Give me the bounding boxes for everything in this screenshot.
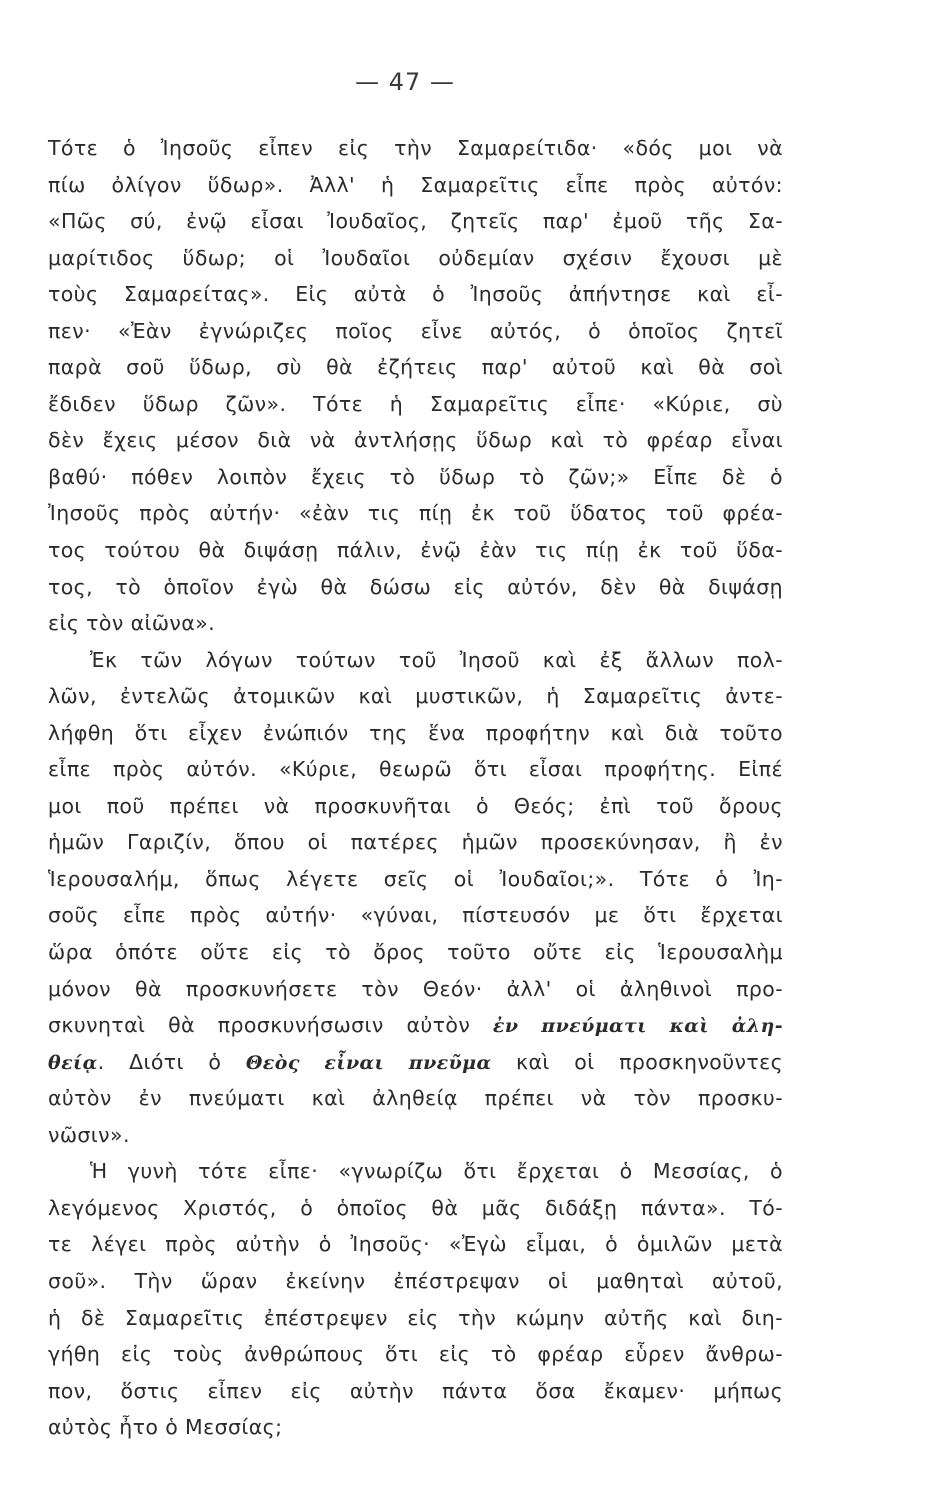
text-run: καὶ οἱ προσκηνοῦντες (491, 1049, 784, 1074)
text-line: εἰς τὸν αἰῶνα». (48, 611, 216, 636)
text-line: ὥρα ὁπότε οὔτε εἰς τὸ ὄρος τοῦτο οὔτε εἰς Ἱερουσαλὴμ (48, 940, 783, 965)
text-line: εἶπε πρὸς αὐτόν. «Κύριε, θεωρῶ ὅτι εἶσαι προφήτης. Εἰπέ (48, 757, 783, 782)
text-line: πίω ὀλίγον ὕδωρ». Ἀλλ' ἡ Σαμαρεῖτις εἶπε πρὸς αὐτόν: (48, 172, 783, 197)
text-line: τος τούτου θὰ διψάσῃ πάλιν, ἐνῷ ἐὰν τις πίῃ ἐκ τοῦ ὕδα- (48, 538, 783, 563)
page-number: — 47 — (355, 68, 455, 96)
text-line: αὐτὸς ἦτο ὁ Μεσσίας; (48, 1415, 283, 1440)
emphasis-text: ἐν πνεύματι καὶ ἀλη- (492, 1015, 783, 1038)
text-line-with-emphasis (48, 1044, 783, 1081)
paragraph-start-line: Ἐκ τῶν λόγων τούτων τοῦ Ἰησοῦ καὶ ἐξ ἄλλων πολ- (90, 647, 783, 672)
text-line: λεγόμενος Χριστός, ὁ ὁποῖος θὰ μᾶς διδάξῃ πάντα». Τό- (48, 1195, 783, 1220)
text-line: δὲν ἔχεις μέσον διὰ νὰ ἀντλήσῃς ὕδωρ καὶ τὸ φρέαρ εἶναι (48, 428, 783, 453)
paragraph-start-line: Ἡ γυνὴ τότε εἶπε· «γνωρίζω ὅτι ἔρχεται ὁ Μεσσίας, ὁ (90, 1159, 783, 1184)
text-line: σοῦς εἶπε πρὸς αὐτήν· «γύναι, πίστευσόν με ὅτι ἔρχεται (48, 903, 783, 928)
text-line: «Πῶς σύ, ἐνῷ εἶσαι Ἰουδαῖος, ζητεῖς παρ' ἐμοῦ τῆς Σα- (48, 209, 783, 234)
emphasis-text: θείᾳ (48, 1051, 98, 1074)
text-line: βαθύ· πόθεν λοιπὸν ἔχεις τὸ ὕδωρ τὸ ζῶν;» Εἶπε δὲ ὁ (48, 464, 783, 489)
text-line: πον, ὅστις εἶπεν εἰς αὐτὴν πάντα ὅσα ἔκαμεν· μήπως (48, 1378, 783, 1403)
text-run: σκυνηταὶ θὰ προσκυνήσωσιν αὐτὸν (48, 1013, 493, 1038)
text-line: μοι ποῦ πρέπει νὰ προσκυνῆται ὁ Θεός; ἐπὶ τοῦ ὄρους (48, 793, 783, 818)
text-line: τος, τὸ ὁποῖον ἐγὼ θὰ δώσω εἰς αὐτόν, δὲν θὰ διψάσῃ (48, 574, 783, 599)
text-run: . Διότι ὁ (97, 1049, 246, 1074)
text-line: πεν· «Ἐὰν ἐγνώριζες ποῖος εἶνε αὐτός, ὁ ὁποῖος ζητεῖ (48, 318, 783, 343)
text-line: ἔδιδεν ὕδωρ ζῶν». Τότε ἡ Σαμαρεῖτις εἶπε· «Κύριε, σὺ (48, 391, 783, 416)
text-line: Τότε ὁ Ἰησοῦς εἶπεν εἰς τὴν Σαμαρείτιδα· «δός μοι νὰ (48, 136, 783, 160)
text-line: μόνον θὰ προσκυνήσετε τὸν Θεόν· ἀλλ' οἱ ἀληθινοὶ προ- (48, 976, 783, 1001)
text-line: ἡμῶν Γαριζίν, ὅπου οἱ πατέρες ἡμῶν προσεκύνησαν, ἢ ἐν (48, 830, 783, 855)
text-line: μαρίτιδος ὕδωρ; οἱ Ἰουδαῖοι οὐδεμίαν σχέσιν ἔχουσι μὲ (48, 245, 783, 270)
text-line: παρὰ σοῦ ὕδωρ, σὺ θὰ ἐζήτεις παρ' αὐτοῦ καὶ θὰ σοὶ (48, 355, 783, 380)
text-line: σοῦ». Τὴν ὥραν ἐκείνην ἐπέστρεψαν οἱ μαθηταὶ αὐτοῦ, (48, 1268, 783, 1293)
text-line: λῶν, ἐντελῶς ἀτομικῶν καὶ μυστικῶν, ἡ Σαμαρεῖτις ἀντε- (48, 684, 783, 709)
text-line: γήθη εἰς τοὺς ἀνθρώπους ὅτι εἰς τὸ φρέαρ εὗρεν ἄνθρω- (48, 1342, 783, 1367)
text-line: αὐτὸν ἐν πνεύματι καὶ ἀληθείᾳ πρέπει νὰ τὸν προσκυ- (48, 1086, 783, 1111)
text-line: τε λέγει πρὸς αὐτὴν ὁ Ἰησοῦς· «Ἐγὼ εἶμαι, ὁ ὁμιλῶν μετὰ (48, 1232, 783, 1257)
text-line: λήφθη ὅτι εἶχεν ἐνώπιόν της ἕνα προφήτην καὶ διὰ τοῦτο (48, 720, 783, 745)
text-line-with-emphasis (48, 1007, 783, 1044)
text-line: ἡ δὲ Σαμαρεῖτις ἐπέστρεψεν εἰς τὴν κώμην αὐτῆς καὶ διη- (48, 1305, 783, 1330)
body-text (48, 130, 783, 1446)
emphasis-text: Θεὸς εἶναι πνεῦμα (245, 1051, 492, 1074)
text-line: Ἰησοῦς πρὸς αὐτήν· «ἐὰν τις πίῃ ἐκ τοῦ ὕδατος τοῦ φρέα- (48, 501, 783, 526)
text-line: τοὺς Σαμαρείτας». Εἰς αὐτὰ ὁ Ἰησοῦς ἀπήντησε καὶ εἶ- (48, 282, 783, 307)
text-line: νῶσιν». (48, 1122, 130, 1147)
text-line: Ἱερουσαλήμ, ὅπως λέγετε σεῖς οἱ Ἰουδαῖοι;». Τότε ὁ Ἰη- (48, 866, 783, 891)
